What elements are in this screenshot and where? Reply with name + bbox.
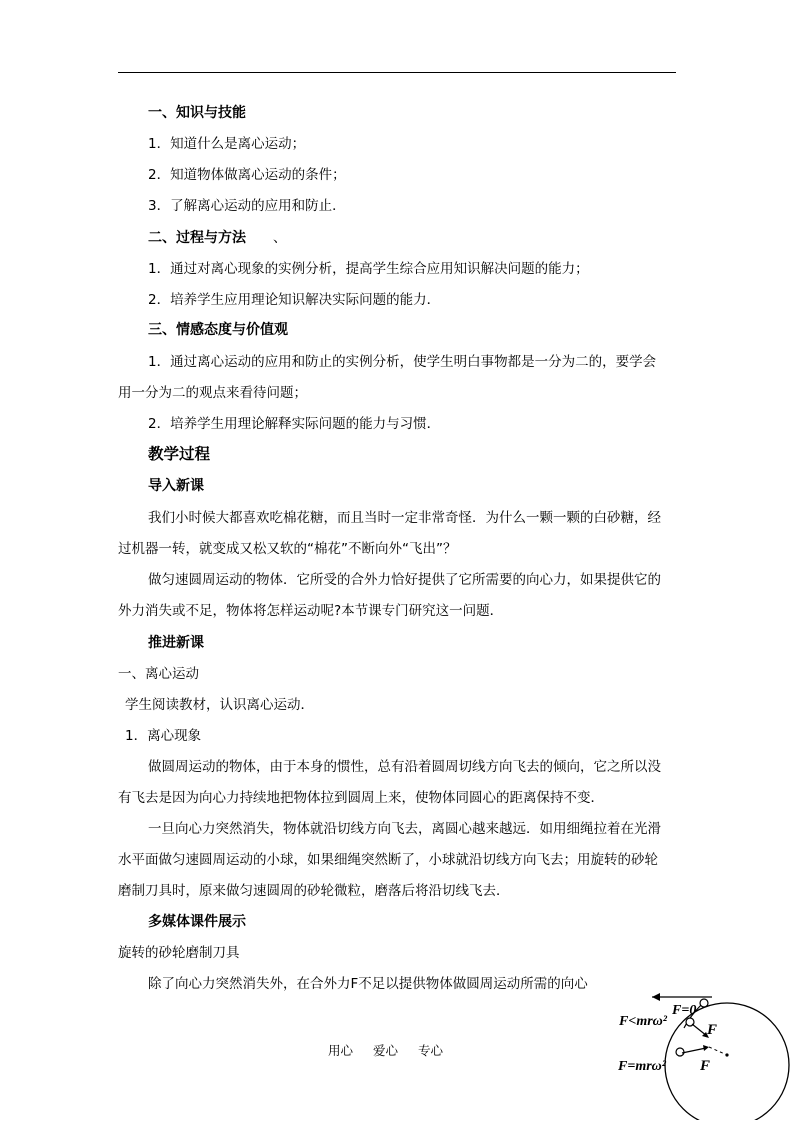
label-f-zero: F=0 (672, 1003, 697, 1018)
orbit-circle (665, 1003, 789, 1120)
multimedia-title: 多媒体课件展示 (148, 914, 246, 930)
footer-word-2: 爱心 (373, 1043, 399, 1058)
force-arrow-bottom (682, 1048, 706, 1053)
radius-dashed (709, 1047, 727, 1055)
footer-word-1: 用心 (328, 1043, 354, 1058)
section-1-title: 一、知识与技能 (148, 105, 246, 121)
section-2-item-2: 2．培养学生应用理论知识解决实际问题的能力． (148, 292, 441, 308)
label-force-bottom: F (700, 1058, 711, 1074)
circle-center (725, 1053, 728, 1056)
section-1-item-2: 2．知道物体做离心运动的条件； (148, 167, 346, 183)
paragraph-4b: 水平面做匀速圆周运动的小球，如果细绳突然断了，小球就沿切线方向飞去；用旋转的砂轮 (118, 852, 658, 868)
force-arrowhead-bottom (703, 1045, 709, 1051)
label-force-middle: F (707, 1022, 718, 1038)
paragraph-3b: 有飞去是因为向心力持续地把物体拉到圆周上来，使物体同圆心的距离保持不变． (118, 790, 604, 806)
section-2-item-1: 1．通过对离心现象的实例分析，提高学生综合应用知识解决问题的能力； (148, 261, 589, 277)
subsection-1-title: 一、离心运动 (118, 666, 199, 682)
section-1-item-1: 1．知道什么是离心运动； (148, 136, 306, 152)
ball-top (700, 999, 708, 1007)
section-3-item-1b: 用一分为二的观点来看待问题； (118, 385, 307, 401)
intro-title: 导入新课 (148, 478, 204, 494)
reading-instruction: 学生阅读教材，认识离心运动． (125, 697, 314, 713)
section-2-mark: 、 (273, 230, 287, 246)
header-rule (118, 72, 676, 73)
subsection-1-1-title: 1．离心现象 (125, 728, 202, 744)
label-f-less: F<mrω² (619, 1014, 667, 1029)
paragraph-3a: 做圆周运动的物体，由于本身的惯性，总有沿着圆周切线方向飞去的倾向，它之所以没 (148, 759, 661, 775)
intro-paragraph-1a: 我们小时候大都喜欢吃棉花糖，而且当时一定非常奇怪．为什么一颗一颗的白砂糖，经 (148, 510, 661, 526)
advance-title: 推进新课 (148, 635, 204, 651)
section-2-title: 二、过程与方法 (148, 230, 246, 246)
section-3-item-2: 2．培养学生用理论解释实际问题的能力与习惯． (148, 416, 441, 432)
paragraph-4c: 磨制刀具时，原来做匀速圆周的砂轮微粒，磨落后将沿切线飞去． (118, 883, 510, 899)
ball-bottom (676, 1048, 684, 1056)
section-3-title: 三、情感态度与价值观 (148, 322, 288, 338)
section-3-item-1a: 1．通过离心运动的应用和防止的实例分析，使学生明白事物都是一分为二的，要学会 (148, 354, 657, 370)
intro-paragraph-2a: 做匀速圆周运动的物体．它所受的合外力恰好提供了它所需要的向心力，如果提供它的 (148, 572, 661, 588)
centrifugal-diagram (612, 990, 792, 1120)
page-footer (328, 1041, 459, 1059)
paragraph-4a: 一旦向心力突然消失，物体就沿切线方向飞去，离圆心越来越远．如用细绳拉着在光滑 (148, 821, 661, 837)
intro-paragraph-1b: 过机器一转，就变成又松又软的“棉花”不断向外“飞出”？ (118, 541, 457, 557)
label-f-equal: F=mrω² (618, 1059, 666, 1074)
grinding-caption: 旋转的砂轮磨制刀具 (118, 945, 240, 961)
section-1-item-3: 3．了解离心运动的应用和防止． (148, 198, 346, 214)
tangent-arrowhead (652, 993, 660, 1001)
footer-word-3: 专心 (418, 1043, 444, 1058)
teaching-process-title: 教学过程 (148, 445, 211, 463)
paragraph-5: 除了向心力突然消失外，在合外力F不足以提供物体做圆周运动所需的向心 (148, 976, 588, 992)
intro-paragraph-2b: 外力消失或不足，物体将怎样运动呢?本节课专门研究这一问题． (118, 603, 504, 619)
